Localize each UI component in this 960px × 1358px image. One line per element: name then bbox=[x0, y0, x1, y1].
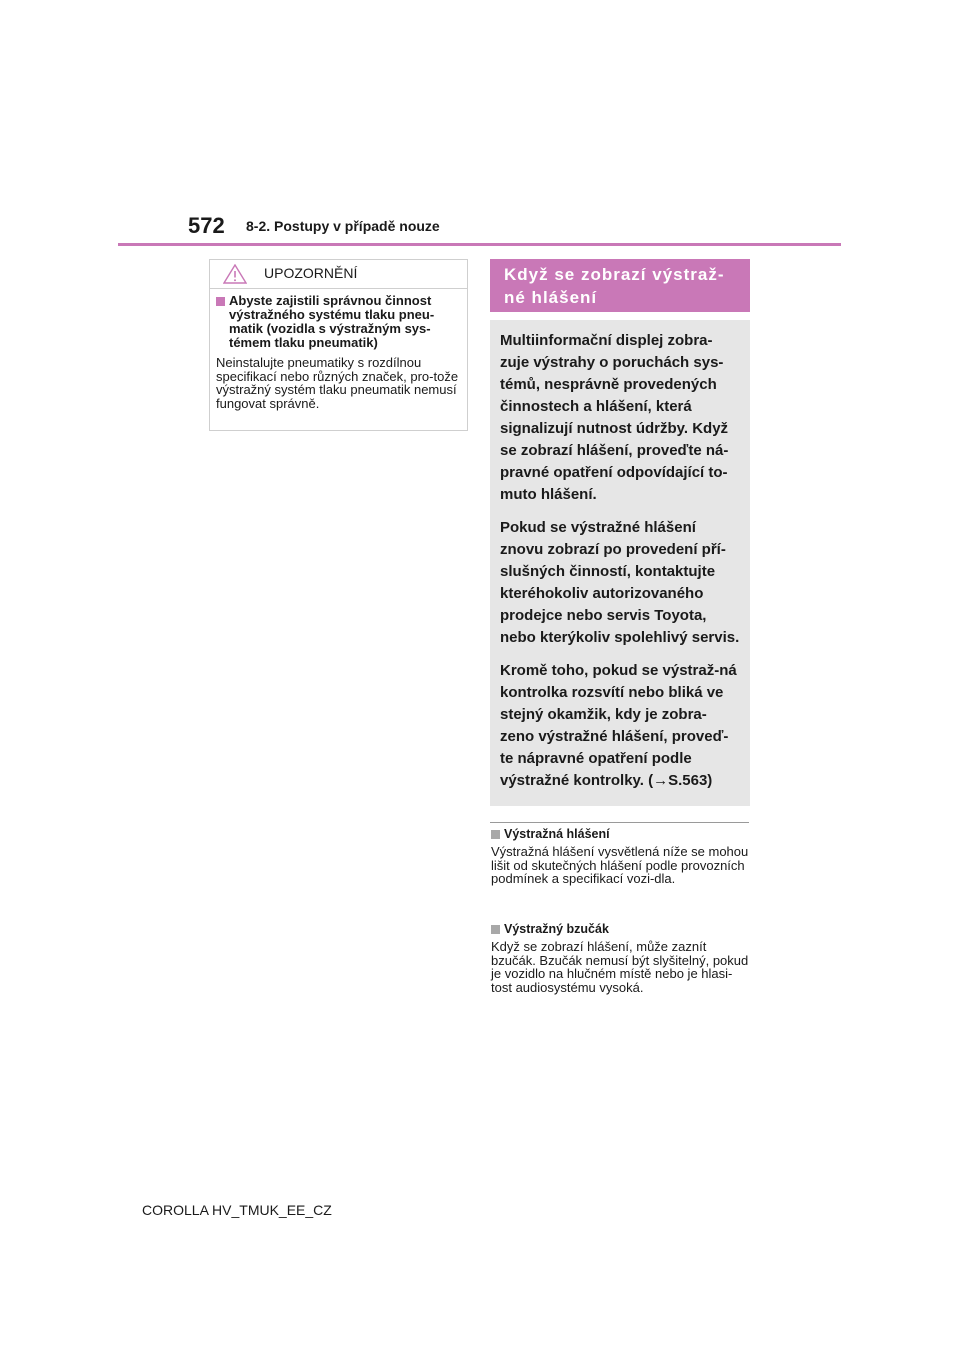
info-paragraph: Kromě toho, pokud se výstraž-ná kontrolka rozsvítí nebo bliká ve stejný okamžik, kdy je zobra-zeno výstražné hlášení, proveď-te nápravné opatření podle výstražné kontrolky. (→S.563) bbox=[500, 662, 737, 789]
note-text: Výstražná hlášení vysvětlená níže se mohou lišit od skutečných hlášení podle provozních podmínek a specifikací vozi-dla. bbox=[491, 844, 749, 886]
warning-triangle-icon bbox=[223, 264, 247, 284]
info-paragraph: Multiinformační displej zobra-zuje výstrahy o poruchách sys-témů, nesprávně provedených činnostech a hlášení, která signalizují nutnost údržby. Když se zobrazí hlášení, proveďte ná-pravné opatření odpovídající to-muto hlášení. bbox=[500, 332, 729, 503]
note-buzzer bbox=[491, 922, 749, 994]
note-warning-messages bbox=[491, 827, 749, 886]
section-heading: Když se zobrazí výstraž-né hlášení bbox=[490, 259, 750, 312]
divider bbox=[490, 822, 749, 823]
square-bullet-icon bbox=[216, 297, 225, 306]
note-heading bbox=[491, 827, 749, 841]
note-heading-text: Výstražný bzučák bbox=[504, 922, 609, 936]
square-bullet-icon bbox=[491, 925, 500, 934]
square-bullet-icon bbox=[491, 830, 500, 839]
section-title: 8-2. Postupy v případě nouze bbox=[246, 218, 440, 234]
caution-title: UPOZORNĚNÍ bbox=[264, 265, 358, 281]
caution-text: Neinstalujte pneumatiky s rozdílnou specifikací nebo různých značek, pro-tože výstražný systém tlaku pneumatik nemusí fungovat správně. bbox=[216, 355, 459, 411]
header-rule bbox=[118, 243, 841, 246]
info-panel bbox=[490, 320, 750, 806]
info-paragraph: Pokud se výstražné hlášení znovu zobrazí po provedení pří-slušných činností, kontaktujte kteréhokoliv autorizovaného prodejce nebo servis Toyota, nebo kterýkoliv spolehlivý servis. bbox=[500, 519, 740, 646]
caution-box bbox=[209, 259, 468, 431]
page-number: 572 bbox=[188, 213, 225, 238]
note-heading bbox=[491, 922, 749, 936]
caution-subheading-text: Abyste zajistili správnou činnost výstražného systému tlaku pneu-matik (vozidla s výstražným sys-témem tlaku pneumatik) bbox=[229, 293, 435, 350]
caution-header bbox=[210, 260, 467, 289]
caution-subheading bbox=[216, 294, 461, 350]
footer-model-code: COROLLA HV_TMUK_EE_CZ bbox=[142, 1202, 332, 1218]
note-heading-text: Výstražná hlášení bbox=[504, 827, 610, 841]
note-text: Když se zobrazí hlášení, může zaznít bzučák. Bzučák nemusí být slyšitelný, pokud je vozidlo na hlučném místě nebo je hlasi-tost audiosystému vysoká. bbox=[491, 939, 749, 995]
